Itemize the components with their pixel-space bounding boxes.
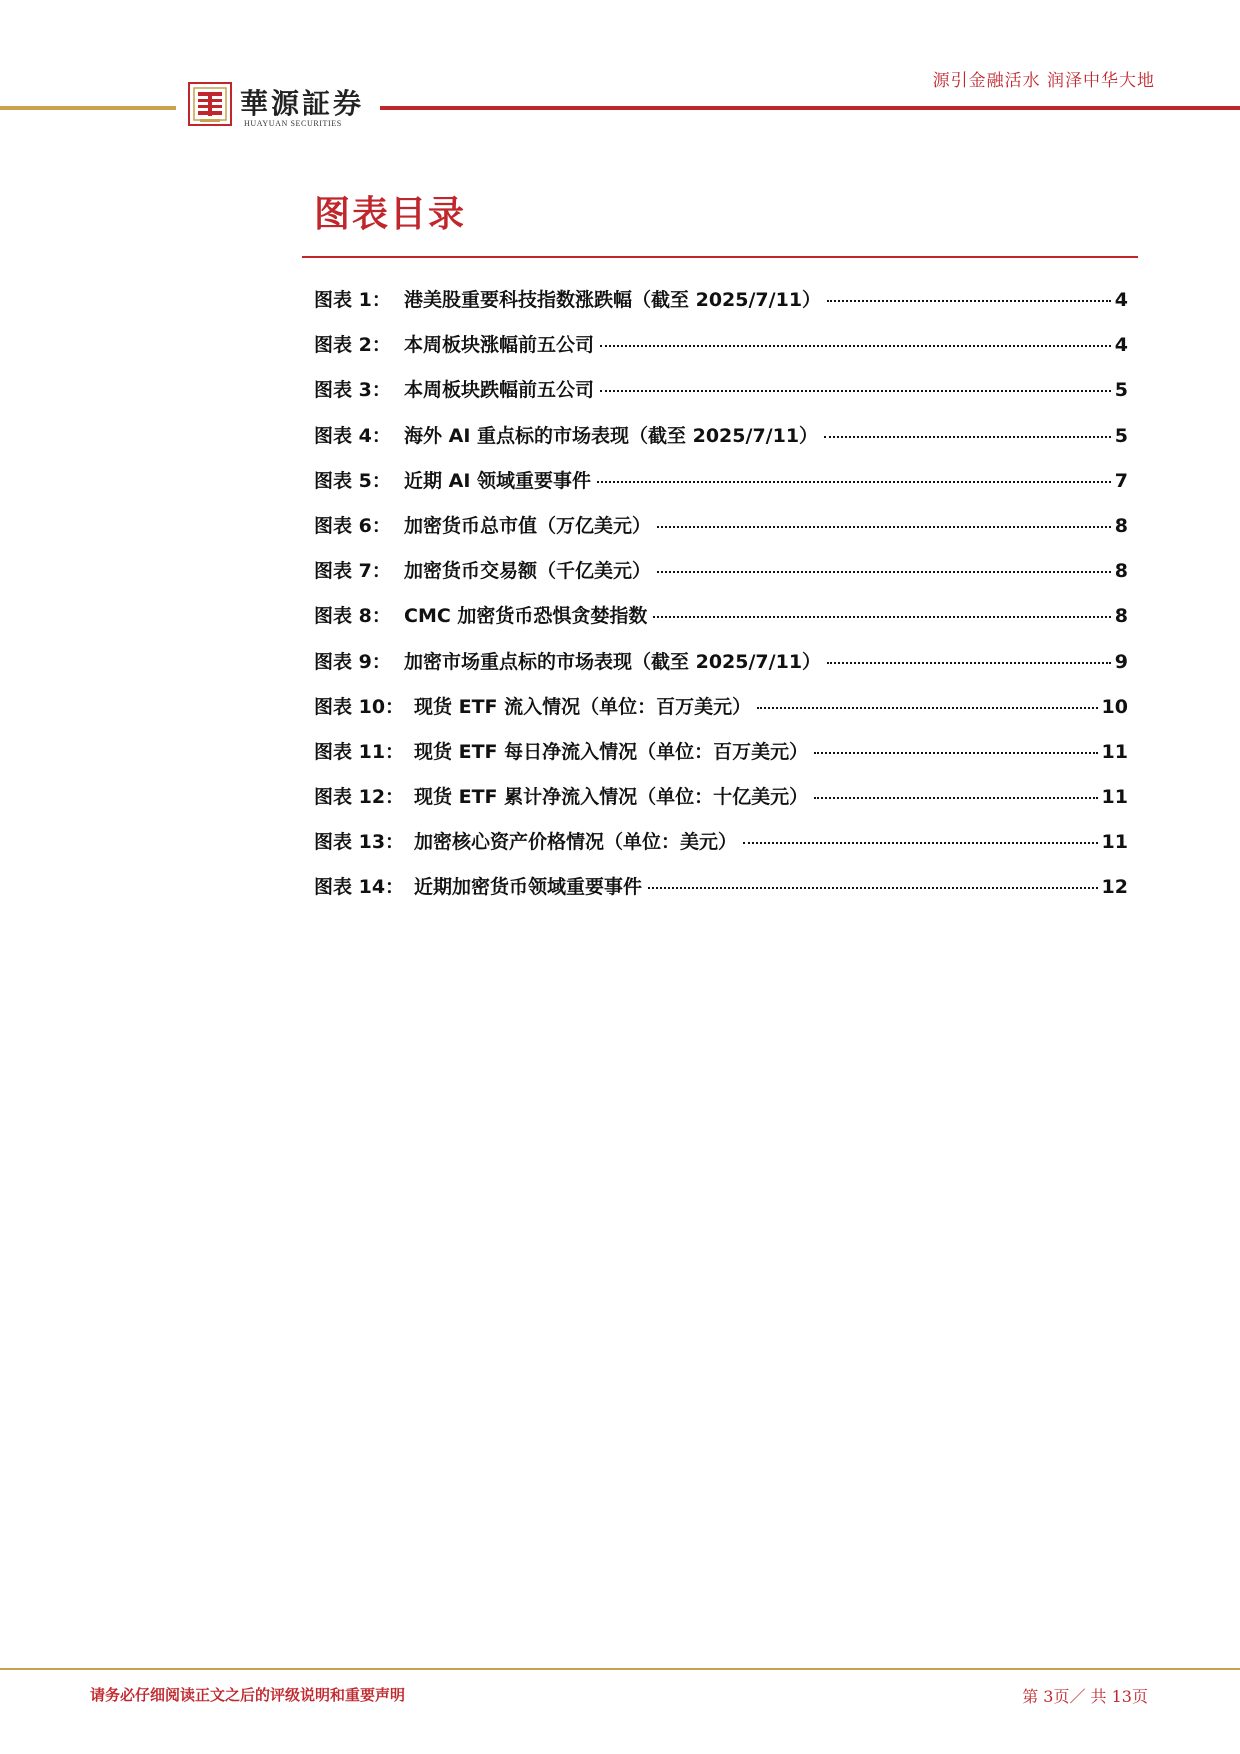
toc-item-text: 近期加密货币领域重要事件: [414, 876, 643, 899]
toc-item-label: 图表 4：: [314, 424, 391, 447]
toc-item[interactable]: [314, 872, 1128, 917]
toc-item-label: 图表 13：: [314, 831, 405, 854]
header-red-rule: [380, 106, 1240, 110]
toc-leader: [657, 526, 1111, 528]
footer-divider: [0, 1668, 1240, 1670]
toc-leader: [814, 797, 1097, 799]
toc-item-text: 现货 ETF 累计净流入情况（单位：十亿美元）: [414, 786, 809, 809]
header-gold-rule: [0, 106, 176, 110]
toc-item-text: 加密货币交易额（千亿美元）: [404, 560, 652, 583]
toc-item[interactable]: [314, 692, 1128, 737]
toc-item-page: 10: [1101, 695, 1128, 718]
toc-leader: [827, 300, 1111, 302]
toc-item-page: 8: [1114, 605, 1128, 628]
toc-item-text: 近期 AI 领域重要事件: [404, 469, 592, 492]
toc-leader: [827, 662, 1111, 664]
logo-name-en: HUAYUAN SECURITIES: [244, 119, 342, 128]
toc-item-label: 图表 1：: [314, 289, 391, 311]
toc-item-text: 本周板块跌幅前五公司: [404, 379, 595, 402]
toc-item-page: 11: [1101, 786, 1128, 809]
toc-leader: [814, 752, 1097, 754]
toc-item-page: 8: [1114, 514, 1128, 537]
toc-item-text: 现货 ETF 每日净流入情况（单位：百万美元）: [414, 740, 809, 763]
toc-item-text: 加密核心资产价格情况（单位：美元）: [414, 831, 738, 854]
header-slogan: 源引金融活水 润泽中华大地: [932, 71, 1155, 91]
toc-leader: [600, 390, 1111, 392]
toc-item-text: CMC 加密货币恐惧贪婪指数: [404, 605, 648, 628]
toc-leader: [653, 616, 1110, 618]
toc-item-text: 本周板块涨幅前五公司: [404, 334, 595, 357]
toc-item-text: 加密货币总市值（万亿美元）: [404, 514, 652, 537]
toc-item-label: 图表 7：: [314, 560, 391, 583]
title-divider: [302, 256, 1138, 258]
toc-list: [314, 285, 1128, 918]
toc-item-page: 4: [1114, 334, 1128, 357]
toc-item-label: 图表 3：: [314, 379, 391, 402]
toc-leader: [757, 707, 1097, 709]
toc-item-label: 图表 10：: [314, 695, 405, 718]
toc-item-label: 图表 2：: [314, 334, 391, 357]
toc-item-page: 4: [1114, 289, 1128, 311]
toc-item-label: 图表 6：: [314, 514, 391, 537]
toc-item-page: 11: [1101, 831, 1128, 854]
page-title: 图表目录: [314, 194, 467, 235]
toc-item[interactable]: [314, 330, 1128, 375]
toc-item-label: 图表 5：: [314, 469, 391, 492]
toc-item-page: 8: [1114, 560, 1128, 583]
toc-item-page: 7: [1114, 469, 1128, 492]
toc-leader: [648, 887, 1098, 889]
toc-item-label: 图表 9：: [314, 650, 391, 673]
toc-item[interactable]: [314, 466, 1128, 511]
toc-item-page: 5: [1114, 379, 1128, 402]
toc-item-label: 图表 11：: [314, 740, 405, 763]
toc-item-text: 海外 AI 重点标的市场表现（截至 2025/7/11）: [404, 424, 819, 447]
toc-item[interactable]: [314, 421, 1128, 466]
footer-page-info: 第 3页／ 共 13页: [1022, 1687, 1148, 1706]
logo-name-cn: 華源証券: [240, 87, 365, 120]
toc-item-page: 5: [1114, 424, 1128, 447]
toc-leader: [743, 842, 1098, 844]
toc-item[interactable]: [314, 827, 1128, 872]
footer-disclaimer: 请务必仔细阅读正文之后的评级说明和重要声明: [90, 1686, 406, 1704]
toc-item-label: 图表 12：: [314, 786, 405, 809]
toc-item-text: 加密市场重点标的市场表现（截至 2025/7/11）: [404, 650, 822, 673]
toc-item-label: 图表 8：: [314, 605, 391, 628]
toc-item[interactable]: [314, 285, 1128, 330]
toc-item-page: 11: [1101, 740, 1128, 763]
toc-item[interactable]: [314, 647, 1128, 692]
toc-item-page: 9: [1114, 650, 1128, 673]
toc-leader: [657, 571, 1111, 573]
toc-item[interactable]: [314, 601, 1128, 646]
toc-item-text: 现货 ETF 流入情况（单位：百万美元）: [414, 695, 752, 718]
toc-item-page: 12: [1101, 876, 1128, 899]
toc-item-text: 港美股重要科技指数涨跌幅（截至 2025/7/11）: [404, 289, 822, 311]
toc-item[interactable]: [314, 511, 1128, 556]
company-logo: [188, 82, 378, 132]
toc-item[interactable]: [314, 556, 1128, 601]
toc-leader: [600, 345, 1111, 347]
toc-item[interactable]: [314, 782, 1128, 827]
toc-leader: [597, 481, 1111, 483]
toc-item[interactable]: [314, 737, 1128, 782]
toc-item[interactable]: [314, 375, 1128, 420]
huayuan-seal-icon: [188, 82, 232, 126]
toc-item-label: 图表 14：: [314, 876, 405, 899]
toc-leader: [824, 436, 1111, 438]
